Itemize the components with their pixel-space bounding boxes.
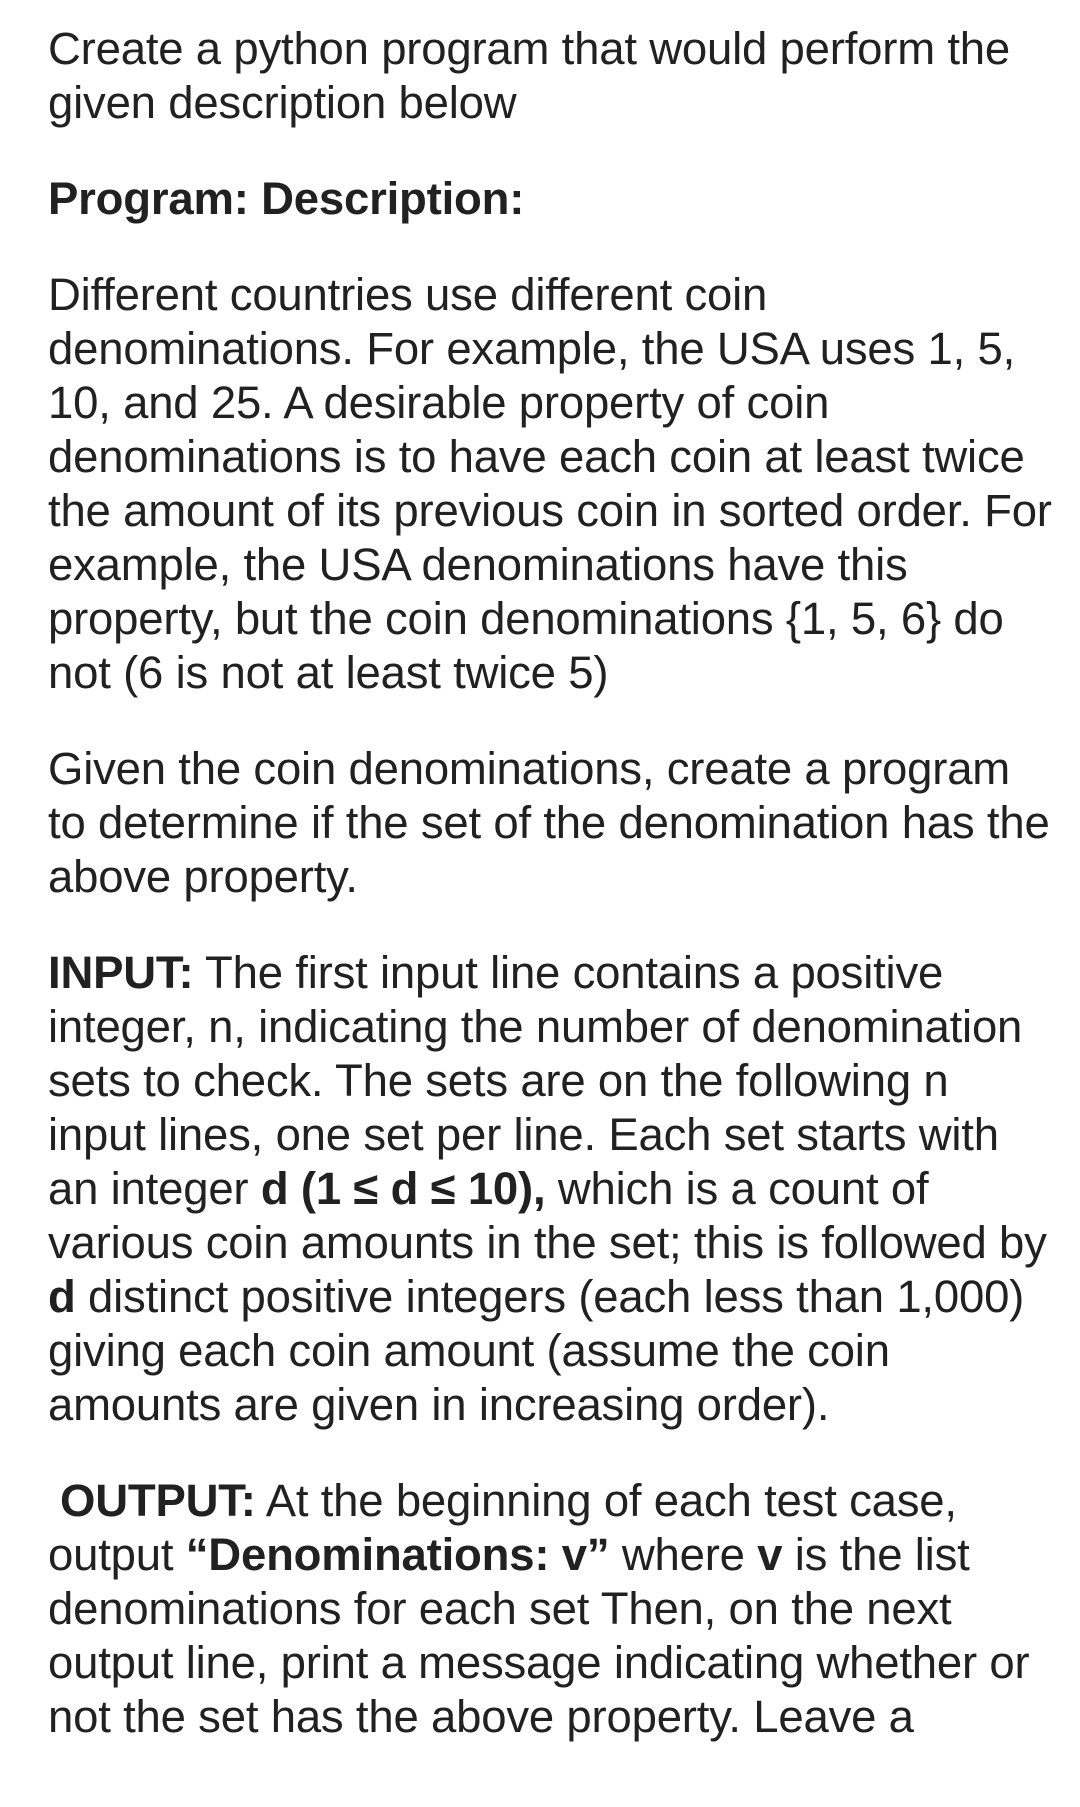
output-paragraph: [48, 1474, 1058, 1744]
output-text-2: where: [609, 1529, 758, 1580]
output-label: OUTPUT:: [60, 1475, 256, 1526]
input-d: d: [48, 1271, 76, 1322]
description-paragraph: Different countries use different coin denominations. For example, the USA uses 1, 5, 10, and 25. A desirable property of coin denominations is to have each coin at least twice the amount of its previous coin in sorted order. For example, the USA denominations have this property, but the coin denominations {1, 5, 6} do not (6 is not at least twice 5): [48, 269, 1052, 698]
input-label: INPUT:: [48, 947, 194, 998]
input-constraint: d (1 ≤ d ≤ 10),: [260, 1163, 546, 1214]
input-paragraph: [48, 946, 1058, 1432]
intro-text: Create a python program that would perform the given description below: [48, 23, 1010, 128]
input-text-2: which is a count of various coin amounts in the set; this is followed by: [48, 1163, 1047, 1268]
output-text-1: At the beginning of each test case, output: [48, 1475, 957, 1580]
input-text-3: distinct positive integers (each less than 1,000) giving each coin amount (assume the coin amounts are given in increasing order).: [48, 1271, 1025, 1430]
output-text-3: is the list denominations for each set Then, on the next output line, print a message indicating whether or not the set has the above property. Leave a: [48, 1529, 1030, 1742]
task-paragraph: Given the coin denominations, create a program to determine if the set of the denomination has the above property.: [48, 743, 1050, 902]
program-description-heading: Program: Description:: [48, 173, 525, 224]
document-body: [48, 22, 1058, 1786]
output-v: v: [757, 1529, 783, 1580]
input-text-1: The first input line contains a positive integer, n, indicating the number of denomination sets to check. The sets are on the following n input lines, one set per line. Each set starts with an integer: [48, 947, 1023, 1214]
output-format: “Denominations: v”: [185, 1529, 610, 1580]
